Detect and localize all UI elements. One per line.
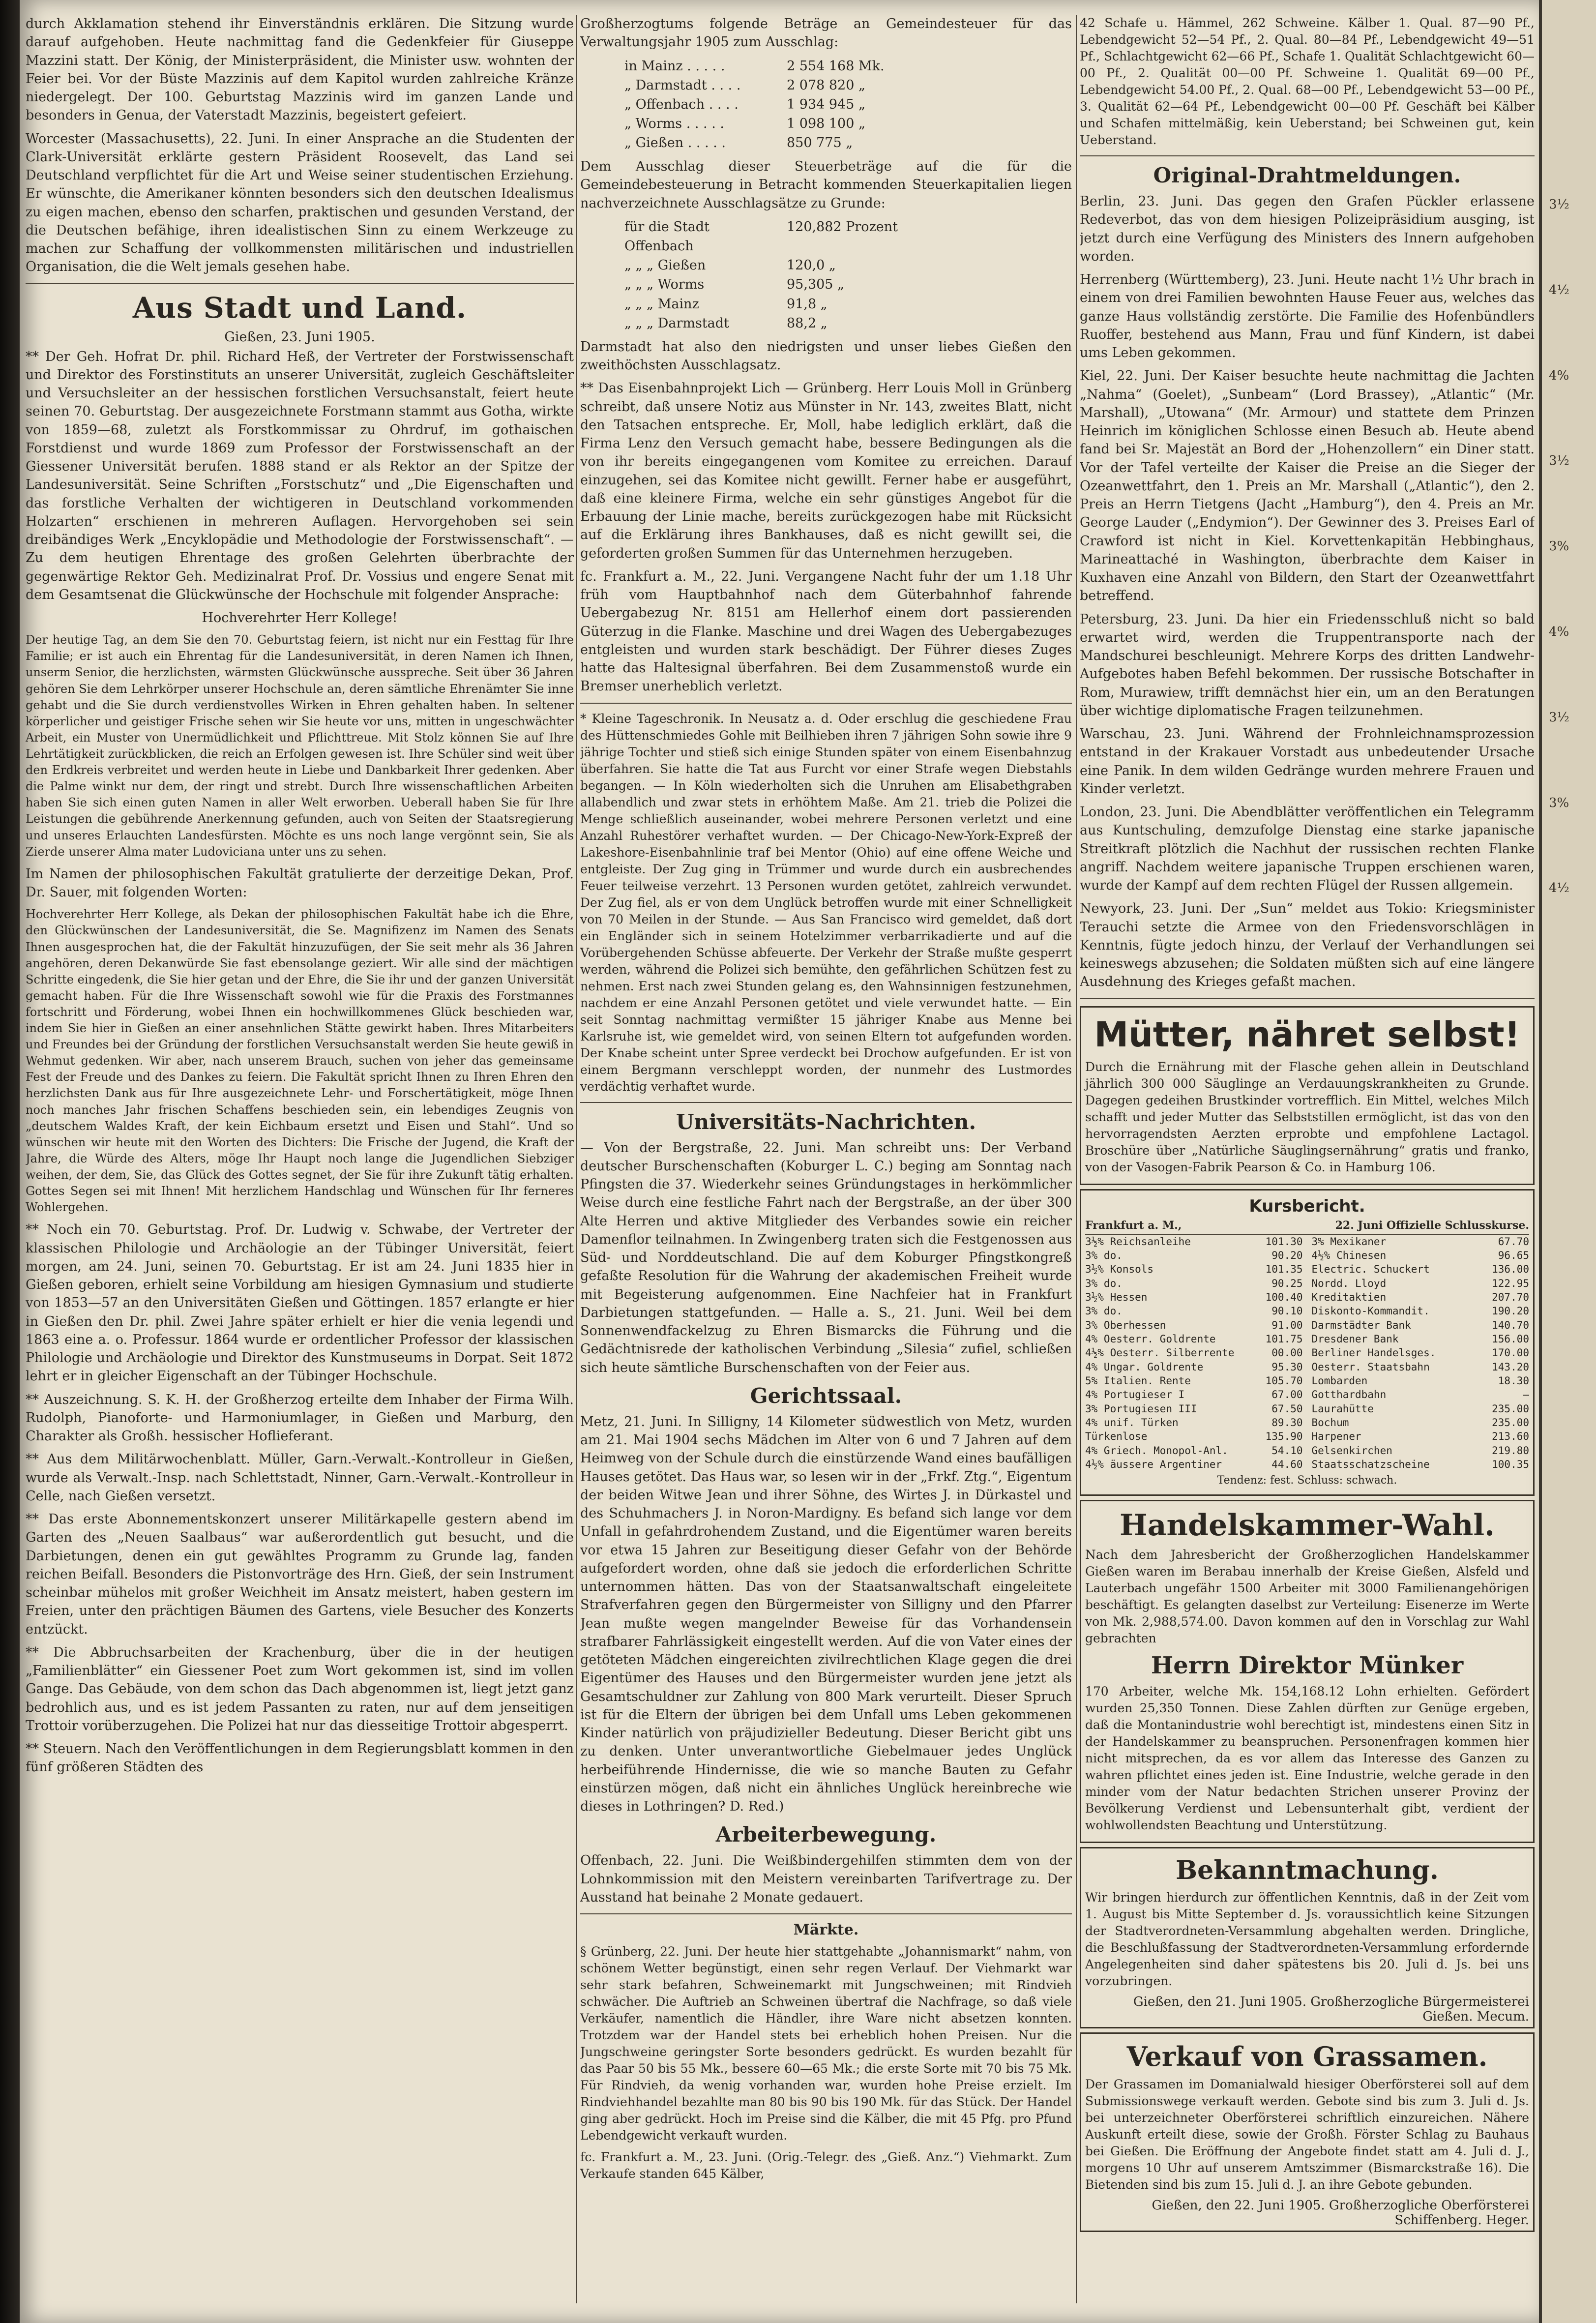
stock-name: 4% Oesterr. Goldrente — [1085, 1333, 1216, 1345]
row-value: 1 098 100 „ — [787, 116, 865, 131]
stock-report-place: Frankfurt a. M., — [1085, 1219, 1182, 1232]
stock-row — [1312, 1402, 1530, 1416]
stock-row — [1312, 1374, 1530, 1388]
margin-number: 3½ — [1549, 710, 1569, 725]
article-paragraph: Offenbach, 22. Juni. Die Weißbindergehilfen stimmten dem von der Lohnkommission mit den Meistern vereinbarten Tarifvertrage zu. Der Ausstand hat beinahe 2 Monate gedauert. — [580, 1853, 1072, 1905]
column-2 — [580, 15, 1072, 2303]
stock-table — [1085, 1235, 1529, 1472]
row-label: für die Stadt Offenbach — [624, 219, 709, 254]
stock-report — [1080, 1189, 1535, 1496]
margin-number: 4½ — [1549, 282, 1569, 298]
candidate-name: Herrn Direktor Münker — [1151, 1652, 1464, 1680]
table-row — [624, 114, 1072, 133]
article-paragraph: § Grünberg, 22. Juni. Der heute hier stattgehabte „Johannismarkt“ nahm, von schönem Wetter begünstigt, einen sehr regen Verlauf. Der Viehmarkt war sehr stark befahren, Schweinemarkt mit Jungschweinen; mit Rindvieh schwächer. Die Auftrieb an Schweinen übertraf die Nachfrage, so daß viele Verkäufer, namentlich die Händler, ihre Ware nicht absetzen konnten. Trotzdem war der Handel stets bei erheblich hohen Preisen. Nur die Jungschweine geringster Sorte besonders gedrückt. Es wurden bezahlt für das Paar 50 bis 55 Mk., bessere 60—65 Mk.; die erste Sorte mit 70 bis 75 Mk. Für Rindvieh, da wenig vorhanden war, wurden hohe Preise erzielt. Im Rindviehhandel bezahlte man 80 bis 90 bis 190 Mk. für das Stück. Der Handel ging aber gedrückt. Hoch im Preise sind die Kälber, die mit 45 Pfg. pro Pfund Lebendgewicht verkauft wurden. — [580, 1944, 1072, 2143]
stock-value: 207.70 — [1492, 1291, 1529, 1303]
stock-row — [1085, 1360, 1303, 1374]
row-label: „ „ „ Gießen — [624, 258, 706, 273]
stock-value: 89.30 — [1271, 1416, 1303, 1429]
stock-row — [1085, 1235, 1303, 1249]
article-paragraph: Metz, 21. Juni. In Silligny, 14 Kilometer südwestlich von Metz, wurden am 21. Mai 1904 sechs Mädchen im Alter von 6 und 7 Jahren auf dem Heimweg von der Schule durch die einstürzende Wand eines baufälligen Hauses getötet. Das Haus war, so lesen wir in der „Frkf. Ztg.“, Eigentum der beiden Witwe Jean und ihrer Söhne, des Wirtes J. in Dürkastel und des Schuhmachers J. in Noron-Mardigny. Es befand sich lange vor dem Unfall in gefahrdrohendem Zustand, und die Eigentümer waren bereits vor etwa 15 Jahren zur Beseitigung dieser Gefahr von der Behörde aufgefordert worden, ohne daß sie jedoch die erforderlichen Schritte unternommen hätten. Das von der Staatsanwaltschaft eingeleitete Strafverfahren gegen den Bürgermeister von Silligny und den Pfarrer Jean mußte wegen mangelnder Beweise für das Vorhandensein strafbarer Fahrlässigkeit eingestellt werden. Auf die von Vater eines der getöteten Mädchen eingereichten zivilrechtlichen Klage gegen die drei Eigentümer des Hauses und den Bürgermeister wurden jene jetzt als Gesamtschuldner zur Zahlung von 800 Mark verurteilt. Dieser Spruch ist für die Eltern der übrigen bei dem Unfall ums Leben gekommenen Kinder natürlich von präjudizieller Bedeutung. Dieser Bericht gibt uns zu denken. Unter unverantwortliche Giebelmauer jedes Unglück herbeiführende Hindernisse, die wie so manche Bauten zu Gefahr einstürzen mögen, daß nicht ein ähnliches Unglück hereinbreche wie dieses in Lothringen? D. Red.) — [580, 1414, 1072, 1815]
column-rule — [1076, 15, 1077, 2303]
stock-name: 4½% äussere Argentiner — [1085, 1459, 1222, 1470]
telegram-item: Warschau, 23. Juni. Während der Frohnleichnamsprozession entstand in der Krakauer Vorstadt aus unbedeutender Ursache eine Panik. In dem wilden Gedränge wurden mehrere Frauen und Kinder verletzt. — [1080, 726, 1535, 797]
margin-number: 3% — [1549, 795, 1569, 810]
row-value: 120,0 „ — [787, 258, 836, 273]
stock-row — [1312, 1388, 1530, 1401]
margin-number: 3½ — [1549, 453, 1569, 469]
stock-value: 105.70 — [1265, 1374, 1303, 1387]
stock-row — [1085, 1444, 1303, 1458]
article-paragraph: * Kleine Tageschronik. In Neusatz a. d. Oder erschlug die geschiedene Frau des Hüttenschmiedes Gohle mit Beilhieben ihren 7 jährigen Sohn sowie ihre 9 jährige Tochter und stieß sich einige Stunden später von einem Eisenbahnzug überfahren. Sie hatte die Tat aus Furcht vor einer Strafe wegen Diebstahls begangen. — In Köln wiederholten sich die Unruhen am Elisabethgraben allabendlich und zwar stets in erhöhtem Maße. Am 21. trieb die Polizei die Menge schließlich auseinander, wobei mehrere Personen verletzt und eine Anzahl Ruhestörer verhaftet wurden. — Der Chicago-New-York-Expreß der Lakeshore-Eisenbahnlinie traf bei Mentor (Ohio) auf eine offene Weiche und entgleiste. Der Zug ging in Trümmer und wurde durch ein ausbrechendes Feuer teilweise verzehrt. 13 Personen wurden getötet, zahlreich verwundet. Der Zug fiel, als er von dem Unglück betroffen wurde mit einer Schnelligkeit von 70 Meilen in der Stunde. — Aus San Francisco wird gemeldet, daß dort ein Engländer sich in seinem Hotelzimmer verbarrikadierte und auf die Vorübergehenden Schüsse abfeuerte. Der Verkehr der Straße mußte gesperrt werden, während die Polizei sich bemühte, den gefährlichen Schützen fest zu nehmen. Erst nach zwei Stunden gelang es, den Wahnsinnigen festzunehmen, nachdem er eine Anzahl Personen getötet und viele verwundet hatte. — Ein seit Sonntag nachmittag vermißter 15 jähriger Knabe aus Menne bei Karlsruhe ist, wie gemeldet wird, von seinen Eltern tot aufgefunden worden. Der Knabe scheint unter Spree verdeckt bei Drochow aufgefunden. Er ist von einem Bergmann verschleppt worden, der nunmehr des Lustmordes verdächtig verhaftet wurde. — [580, 711, 1072, 1094]
stock-row — [1085, 1249, 1303, 1262]
stock-row — [1085, 1430, 1303, 1443]
stock-name: Kreditaktien — [1311, 1291, 1387, 1303]
stock-value: 235.00 — [1492, 1402, 1529, 1415]
stock-value: 143.20 — [1492, 1361, 1529, 1373]
row-value: 88,2 „ — [787, 315, 828, 331]
notice-text: Wir bringen hierdurch zur öffentlichen Kenntnis, daß in der Zeit vom 1. August bis Mitte September d. Js. voraussichtlich keine Sitzungen der Stadtverordneten-Versammlung abgehalten werden. Dringliche, die Beschlußfassung der Stadtverordneten-Versammlung erfordernde Angelegenheiten sind daher spätestens bis 20. Juli d. Js. bei uns vorzubringen. — [1085, 1890, 1529, 1989]
table-row — [624, 76, 1072, 95]
row-value: 2 078 820 „ — [787, 77, 865, 93]
stock-tendency: Tendenz: fest. Schluss: schwach. — [1217, 1474, 1397, 1487]
stock-name: Harpener — [1311, 1430, 1361, 1443]
rate-table — [624, 217, 1072, 333]
telegram-item: London, 23. Juni. Die Abendblätter veröffentlichen ein Telegramm aus Kuntschuling, demzufolge Dienstag eine starke japanische Streitkraft plötzlich die Nachhut der russischen rechten Flanke angriff. Nachdem weitere japanische Truppen erschienen waren, wurde der Kampf auf dem rechten Flügel der Russen allgemein. — [1080, 804, 1535, 893]
section-heading: Arbeiterbewegung. — [715, 1822, 937, 1847]
stock-name: 4% unif. Türken — [1085, 1416, 1179, 1429]
stock-report-subheader — [1085, 1219, 1529, 1235]
row-label: „ „ „ Worms — [624, 277, 705, 293]
stock-name: Berliner Handelsges. — [1311, 1347, 1436, 1359]
stock-name: 3½% Konsols — [1085, 1263, 1154, 1276]
article-paragraph: ** Aus dem Militärwochenblatt. Müller, Garn.-Verwalt.-Kontrolleur in Gießen, wurde als Verwalt.-Insp. nach Schlettstadt, Ninner, Garn.-Verwalt.-Kontrolleur in Celle, nach Gießen versetzt. — [26, 1452, 574, 1504]
divider — [26, 283, 574, 284]
margin-number: 4% — [1549, 624, 1569, 639]
stock-name: 3½% Hessen — [1085, 1291, 1148, 1303]
stock-value: 90.10 — [1271, 1305, 1303, 1317]
stock-name: 3% Portugiesen III — [1085, 1402, 1197, 1415]
column-rule — [576, 15, 577, 2303]
stock-column-right — [1312, 1235, 1530, 1472]
stock-row — [1085, 1402, 1303, 1416]
stock-column-left — [1085, 1235, 1303, 1472]
stock-name: Darmstädter Bank — [1311, 1319, 1411, 1331]
stock-name: Türkenlose — [1085, 1430, 1148, 1443]
section-heading: Universitäts-Nachrichten. — [676, 1109, 976, 1134]
notice-signature: Gießen, den 21. Juni 1905. Großherzogliche Bürgermeisterei Gießen. Mecum. — [1133, 1995, 1529, 2025]
stock-value: 18.30 — [1498, 1374, 1529, 1387]
ad-text: Durch die Ernährung mit der Flasche gehen allein in Deutschland jährlich 300 000 Säuglinge an Verdauungskrankheiten zu Grunde. Dagegen gedeihen Brustkinder vortrefflich. Ein Mittel, welches Milch schafft und jeder Mutter das Selbststillen ermöglicht, ist das von den hervorragendsten Aerzten erprobte und empfohlene Lactagol. Broschüre über „Natürliche Säuglingsernährung“ gratis und franko, von der Vasogen-Fabrik Pearson & Co. in Hamburg 106. — [1085, 1059, 1529, 1174]
divider — [1080, 155, 1535, 156]
stock-value: 100.35 — [1492, 1459, 1529, 1470]
stock-value: 95.30 — [1271, 1361, 1303, 1373]
section-heading: Aus Stadt und Land. — [132, 291, 467, 325]
article-paragraph: Dem Ausschlag dieser Steuerbeträge auf die für die Gemeindebesteuerung in Betracht kommenden Steuerkapitalien liegen nachverzeichnete Ausschlagsätze zu Grunde: — [580, 159, 1072, 211]
stock-value: 170.00 — [1492, 1347, 1529, 1359]
stock-value: 90.20 — [1271, 1249, 1303, 1261]
stock-value: 67.70 — [1498, 1235, 1529, 1248]
stock-name: Laurahütte — [1311, 1402, 1374, 1415]
table-row — [624, 314, 1072, 333]
stock-value: 156.00 — [1492, 1333, 1529, 1345]
row-value: 2 554 168 Mk. — [787, 58, 885, 74]
table-row — [624, 57, 1072, 76]
stock-name: Oesterr. Staatsbahn — [1311, 1361, 1430, 1373]
stock-name: 4½% Chinesen — [1311, 1249, 1387, 1261]
stock-name: 3% do. — [1085, 1305, 1123, 1317]
table-row — [624, 295, 1072, 314]
margin-number: 3% — [1549, 539, 1569, 554]
stock-name: Electric. Schuckert — [1311, 1263, 1430, 1276]
stock-value: 44.60 — [1271, 1459, 1303, 1470]
stock-row — [1312, 1235, 1530, 1249]
stock-row — [1312, 1332, 1530, 1346]
row-label: „ Worms . . . . . — [624, 116, 724, 131]
row-value: 120,882 Prozent — [787, 219, 898, 235]
ad-text: 170 Arbeiter, welche Mk. 154,168.12 Lohn erhielten. Gefördert wurden 25,350 Tonnen. Diese Zahlen dürften zur Genüge ergeben, daß die Montanindustrie wohl berechtigt ist, mindestens einen Sitz in der Handelskammer zu beanspruchen. Personenfragen kommen hier nicht mitsprechen, da es vor allem das Interesse des Ganzen zu wahren pflichtet eines jeden ist. Eine Industrie, welche gerade in den minder vom der Natur bedachten Strichen unserer Provinz der Bevölkerung Verdienst und Lebensunterhalt gibt, verdient der wohlwollendsten Beachtung und Unterstützung. — [1085, 1684, 1529, 1833]
stock-name: Staatsschatzscheine — [1311, 1459, 1430, 1470]
stock-row — [1085, 1262, 1303, 1276]
stock-row — [1312, 1277, 1530, 1290]
adjacent-page-numbers — [1549, 197, 1593, 966]
divider — [580, 1913, 1072, 1914]
stock-value: 190.20 — [1492, 1305, 1529, 1317]
stock-row — [1085, 1332, 1303, 1346]
article-body — [26, 348, 574, 1777]
stock-value: 54.10 — [1271, 1444, 1303, 1457]
telegram-list — [1080, 192, 1535, 991]
stock-row — [1085, 1304, 1303, 1318]
section-heading: Original-Drahtmeldungen. — [1153, 163, 1461, 187]
telegram-item: Berlin, 23. Juni. Das gegen den Grafen Pückler erlassene Redeverbot, das von dem hiesigen Polizeipräsidium ausging, ist jetzt durch eine Verfügung des Ministers des Innern aufgehoben worden. — [1080, 194, 1535, 264]
stock-value: 00.00 — [1271, 1347, 1303, 1359]
divider — [580, 703, 1072, 704]
tax-table — [624, 57, 1072, 153]
section-heading: Gerichtssaal. — [750, 1383, 902, 1408]
stock-value: 67.50 — [1271, 1402, 1303, 1415]
article-paragraph: — Von der Bergstraße, 22. Juni. Man schreibt uns: Der Verband deutscher Burschenschaften (Koburger L. C.) beging am Sonntag nach Pfingsten die 37. Wiederkehr seines Gründungstages in herkömmlicher Weise durch eine festliche Fahrt nach der Bergstraße, an der über 300 Alte Herren und aktive Mitglieder des Verbandes sowie ein reicher Damenflor teilnahmen. In Zwingenberg traten sich die Festgenossen aus Süd- und Norddeutschland. Die auf dem Koburger Pfingstkongreß gefaßte Resolution für die Wahrung der akademischen Freiheit wurde mit Begeisterung aufgenommen. Eine Nachfeier hat in Frankfurt Darbietungen stattgefunden. — Halle a. S., 21. Juni. Weil bei dem Sonnenwendfackelzug zu Ehren Bismarcks die Führung und die Gedächtnisrede der katholischen Verbindung „Silesia“ zufiel, schließen sich heute sämtliche Burschenschaften von der Feier aus. — [580, 1140, 1072, 1375]
row-label: in Mainz . . . . . — [624, 58, 725, 74]
row-label: „ Darmstadt . . . . — [624, 77, 741, 93]
ad-title: Handelskammer-Wahl. — [1119, 1508, 1495, 1543]
stock-name: 4% Ungar. Goldrente — [1085, 1361, 1204, 1373]
article-paragraph: fc. Frankfurt a. M., 23. Juni. (Orig.-Telegr. des „Gieß. Anz.“) Viehmarkt. Zum Verkaufe standen 645 Kälber, — [580, 2150, 1072, 2181]
divider — [1080, 998, 1535, 999]
stock-row — [1312, 1318, 1530, 1332]
divider — [580, 1102, 1072, 1103]
stock-row — [1085, 1346, 1303, 1360]
stock-row — [1312, 1430, 1530, 1443]
stock-row — [1312, 1262, 1530, 1276]
stock-name: 3% do. — [1085, 1277, 1123, 1289]
article-paragraph: fc. Frankfurt a. M., 22. Juni. Vergangene Nacht fuhr der um 1.18 Uhr früh vom Hauptbahnhof nach dem Güterbahnhof fahrende Uebergabezug Nr. 8151 am Hellerhof einem dort passierenden Güterzug in die Flanke. Maschine und drei Wagen des Uebergabezuges entgleisten und wurden stark beschädigt. Der Führer dieses Zuges hatte das Haltesignal überfahren. Bei dem Zusammenstoß wurde ein Bremser unerheblich verletzt. — [580, 568, 1072, 694]
stock-name: Gelsenkirchen — [1311, 1444, 1392, 1457]
stock-row — [1085, 1318, 1303, 1332]
stock-row — [1312, 1458, 1530, 1471]
row-value: 91,8 „ — [787, 296, 828, 312]
telegram-item: Petersburg, 23. Juni. Da hier ein Friedensschluß nicht so bald erwartet wird, werden die Truppentransporte nach der Mandschurei beschleunigt. Mehrere Korps des dritten Landwehr-Aufgebotes haben Befehl bekommen. Der russische Botschafter in Rom, Murawiew, trifft demnächst hier ein, um an den Beratungen über wichtige diplomatische Fragen teilzunehmen. — [1080, 611, 1535, 718]
column-3 — [1080, 15, 1535, 2303]
advertisement-handelskammer — [1080, 1500, 1535, 1843]
stock-report-title: Kursbericht. — [1249, 1196, 1365, 1216]
row-label: „ „ „ Mainz — [624, 296, 699, 312]
article-paragraph: Großherzogtums folgende Beträge an Gemeindesteuer für das Verwaltungsjahr 1905 zum Ausschlag: — [580, 16, 1072, 50]
article-paragraph: Darmstadt hat also den niedrigsten und unser liebes Gießen den zweithöchsten Ausschlagsatz. — [580, 339, 1072, 373]
stock-name: 3% Oberhessen — [1085, 1319, 1166, 1331]
table-row — [624, 95, 1072, 114]
column-1 — [26, 15, 574, 2303]
article-paragraph: Im Namen der philosophischen Fakultät gratulierte der derzeitige Dekan, Prof. Dr. Sauer, mit folgenden Worten: — [26, 866, 574, 900]
stock-value: 101.75 — [1265, 1333, 1303, 1345]
stock-name: 3% do. — [1085, 1249, 1123, 1261]
stock-value: 101.35 — [1265, 1263, 1303, 1276]
stock-name: Nordd. Lloyd — [1311, 1277, 1387, 1289]
row-label: „ „ „ Darmstadt — [624, 315, 729, 331]
stock-value: 101.30 — [1265, 1235, 1303, 1248]
ad-title: Mütter, nähret selbst! — [1094, 1014, 1520, 1055]
stock-row — [1312, 1346, 1530, 1360]
stock-row — [1085, 1388, 1303, 1401]
stock-value: 96.65 — [1498, 1249, 1529, 1261]
stock-row — [1312, 1416, 1530, 1430]
article-paragraph: ** Der Geh. Hofrat Dr. phil. Richard Heß, der Vertreter der Forstwissenschaft und Direktor des Forstinstituts an unserer Universität, zugleich Geschäftsleiter und Versuchsleiter an der hessischen forstlichen Versuchsanstalt, feiert heute seinen 70. Geburtstag. Der ausgezeichnete Forstmann stammt aus Gotha, wirkte von 1859—68, zuletzt als Forstkommissar zu Ohrdruf, im gothaischen Forstdienst und wurde 1869 zum Professor der Forstwissenschaft an der Giessener Universität berufen. 1888 stand er als Rektor an der Spitze der Landesuniversität. Seine Schriften „Forstschutz“ und „Die Eigenschaften und das forstliche Verhalten der wichtigeren in Deutschland vorkommenden Holzarten“ erschienen in mehreren Auflagen. Hervorgehoben sei sein dreibändiges Werk „Encyklopädie und Methodologie der Forstwissenschaft“. — Zu dem heutigen Ehrentage des großen Gelehrten überbrachte der gegenwärtige Rektor Geh. Medizinalrat Prof. Dr. Vossius und engere Senat mit dem Gesamtsenat die Glückwünsche der Hochschule mit folgender Ansprache: — [26, 349, 574, 602]
row-label: „ Offenbach . . . . — [624, 96, 739, 112]
stock-name: Gotthardbahn — [1311, 1389, 1387, 1401]
stock-name: Dresdener Bank — [1311, 1333, 1399, 1345]
table-row — [624, 256, 1072, 275]
article-paragraph: ** Noch ein 70. Geburtstag. Prof. Dr. Ludwig v. Schwabe, der Vertreter der klassischen Philologie und Archäologie an der Tübinger Universität, feiert morgen, am 24. Juni, seinen 70. Geburtstag. Er ist am 24. Juni 1835 hier in Gießen geboren, erhielt seine Vorbildung am hiesigen Gymnasium und studierte von 1853—57 an den Universitäten Gießen und Göttingen. 1857 erlangte er hier in Gießen den Dr. phil. Zwei Jahre später erhielt er hier die venia legendi und 1863 eine a. o. Professur. 1864 wurde er ordentlicher Professor der klassischen Philologie und Archäologie und Direktor des Kunstmuseums in Dorpat. Seit 1872 lehrt er in gleicher Eigenschaft an der Tübinger Hochschule. — [26, 1222, 574, 1384]
stock-name: 4% Griech. Monopol-Anl. — [1085, 1444, 1228, 1457]
article-paragraph: Hochverehrter Herr Kollege! — [202, 610, 398, 625]
article-paragraph: ** Die Abbruchsarbeiten der Krachenburg, über die in der heutigen „Familienblätter“ ein Giessener Poet zum Wort gekommen ist, sind im vollen Gange. Das Gebäude, von dem schon das Dach abgenommen ist, liegt jetzt ganz bedrohlich aus, und es ist jedem Passanten zu raten, nur auf dem jenseitigen Trottoir vorüberzugehen. Die Polizei hat nur das diesseitige Trottoir abgesperrt. — [26, 1644, 574, 1733]
stock-value: 213.60 — [1492, 1430, 1529, 1443]
article-paragraph: ** Das erste Abonnementskonzert unserer Militärkapelle gestern abend im Garten des „Neuen Saalbaus“ war außerordentlich gut besucht, und die Darbietungen, denen ein gut gewähltes Programm zu Grunde lag, fanden reichen Beifall. Besonders die Pistonvorträge des Hrn. Gieß, der sein Instrument scheinbar mühelos mit großer Weichheit im Ansatz meistert, haben gestern im Freien, unter den prächtigen Bäumen des Gartens, viele Besucher des Konzerts entzückt. — [26, 1512, 574, 1637]
stock-row — [1085, 1416, 1303, 1430]
margin-number: 4½ — [1549, 881, 1569, 896]
stock-name: 3% Mexikaner — [1311, 1235, 1387, 1248]
stock-name: Lombarden — [1311, 1374, 1368, 1387]
book-binding — [0, 0, 20, 2323]
row-value: 95,305 „ — [787, 277, 845, 293]
stock-value: 140.70 — [1492, 1319, 1529, 1331]
telegram-item: Herrenberg (Württemberg), 23. Juni. Heute nacht 1½ Uhr brach in einem von drei Familien bewohnten Hause Feuer aus, welches das ganze Haus vollständig zerstörte. Die Familie des Hofenbündlers Ruoffer, bestehend aus Mann, Frau und fünf Kindern, ist dabei ums Leben gekommen. — [1080, 272, 1535, 360]
stock-value: 136.00 — [1492, 1263, 1529, 1276]
ad-text: Nach dem Jahresbericht der Großherzoglichen Handelskammer Gießen waren im Berabau innerhalb der Kreise Gießen, Alsfeld und Lauterbach ungefähr 1500 Arbeiter mit 3000 Familienangehörigen beschäftigt. Es gelangten daselbst zur Verteilung: Eisenerze im Werte von Mk. 2,988,574.00. Davon kommen auf den in Vorschlag zur Wahl gebrachten — [1085, 1548, 1529, 1646]
notice-title: Bekanntmachung. — [1176, 1855, 1439, 1886]
article-paragraph: Der heutige Tag, an dem Sie den 70. Geburtstag feiern, ist nicht nur ein Festtag für Ihre Familie; er ist auch ein Ehrentag für die Landesuniversität, in deren Namen ich Ihnen, unserm Senior, die herzlichsten, wärmsten Glückwünsche ausspreche. Seit über 36 Jahren gehören Sie dem Lehrkörper unserer Hochschule an, deren sämtliche Ehrenämter Sie inne gehabt und die Sie durch verdienstvolles Wirken in Ehren gehalten haben. In seltener körperlicher und geistiger Frische sehen wir Sie heute vor uns, mitten in ungeschwächter Arbeit, ein Muster von Unermüdlichkeit und Pflichttreue. Mit Stolz können Sie auf Ihre Lehrtätigkeit zurückblicken, die reich an Erfolgen gewesen ist. Ihre Schüler sind weit über den Erdkreis verbreitet und werden heute in Liebe und Dankbarkeit Ihrer gedenken. Aber die Palme winkt nur dem, der ringt und strebt. Durch Ihre wissenschaftlichen Arbeiten haben Sie sich einen guten Namen in aller Welt erworben. Ueberall haben Sie für Ihre Leistungen die gebührende Anerkennung gefunden, auch von Seiten der Staatsregierung und unseres Erlauchten Landesfürsten. Möchte es uns noch lange vergönnt sein, Sie als Zierde unserer Alma mater Ludoviciana unter uns zu sehen. — [26, 633, 574, 859]
article-paragraph: ** Auszeichnung. S. K. H. der Großherzog erteilte dem Inhaber der Firma Wilh. Rudolph, Pianoforte- und Harmoniumlager, in Gießen und Marburg, den Charakter als Großh. hessischer Hoflieferant. — [26, 1392, 574, 1444]
table-row — [624, 217, 1072, 256]
stock-row — [1085, 1290, 1303, 1304]
advertisement-muetter — [1080, 1006, 1535, 1185]
stock-value: 122.95 — [1492, 1277, 1529, 1289]
stock-name: Diskonto-Kommandit. — [1311, 1305, 1430, 1317]
telegram-item: Kiel, 22. Juni. Der Kaiser besuchte heute nachmittag die Jachten „Nahma“ (Goelet), „Sunbeam“ (Lord Brassey), „Atlantic“ (Mr. Marshall), „Utowana“ (Mr. Armour) und stattete dem Prinzen Heinrich im königlichen Schlosse einen Besuch ab. Heute abend fand bei Sr. Majestät an Bord der „Hohenzollern“ ein Diner statt. Vor der Tafel verteilte der Kaiser die Preise an die Sieger der Ozeanwettfahrt, den 1. Preis an Mr. Marshall („Atlantic“), den 2. Preis an Herrn Tietgens (Jacht „Hamburg“), den 4. Preis an Mr. George Lauder („Endymion“). Der Gewinner des 3. Preises Earl of Crawford ist nicht in Kiel. Korvettenkapitän Hebbinghaus, Marineattaché in Washington, überbrachte dem Kaiser in Kuxhaven eine Anzahl von Bildern, den Start der Ozeanwettfahrt betreffend. — [1080, 368, 1535, 604]
row-value: 1 934 945 „ — [787, 96, 865, 112]
article-paragraph: durch Akklamation stehend ihr Einverständnis erklären. Die Sitzung wurde darauf aufgehoben. Heute nachmittag fand die Gedenkfeier für Giuseppe Mazzini statt. Der König, der Ministerpräsident, die Minister usw. wohnten der Feier bei. Vor der Büste Mazzinis auf dem Kapitol wurden zahlreiche Kränze niedergelegt. Der 100. Geburtstag Mazzinis wird im ganzen Lande und besonders in Genua, der Vaterstadt Mazzinis, begeistert gefeiert. — [26, 16, 574, 123]
stock-row — [1085, 1277, 1303, 1290]
stock-row — [1312, 1249, 1530, 1262]
article-paragraph: Hochverehrter Herr Kollege, als Dekan der philosophischen Fakultät habe ich die Ehre, den Glückwünschen der Landesuniversität, die Se. Magnifizenz im Namen des Senats Ihnen ausgesprochen hat, die der Fakultät hinzuzufügen, der Sie seit mehr als 36 Jahren angehören, deren Dekanwürde Sie fast ebensolange geziert. Wir alle sind der mächtigen Schritte eingedenk, die Sie hier getan und der Ehre, die Sie ihr und der ganzen Universität gemacht haben. Für die Ihre Wissenschaft sowohl wie für die Praxis des Forstmannes fortschritt und Förderung, wobei Ihnen ein hochwillkommenes Glück beschieden war, indem Sie hier in Gießen an einer ansehnlichen Stätte gewirkt haben. Ihres Mitarbeiters und Freundes bei der Gründung der forstlichen Versuchsanstalt werden Sie heute gewiß in Wehmut gedenken. Wir aber, nach unserem Brauch, suchen von jeher das gemeinsame Fest der Freude und des Dankes zu feiern. Die Fakultät spricht Ihnen zu Ihren Ehren den herzlichsten Dank aus für Ihre ausgezeichnete Lehr- und Forschertätigkeit, möge Ihnen noch manches Jahr frischen Schaffens beschieden sein, ein lebendiges Zeugnis von „deutschem Waldes Kraft, der kein Eichbaum ersetzt und Eisen und Stahl“. Und so wünschen wir heute mit den Worten des Dichters: Die Frische der Jugend, die Kraft der Jahre, die Würde des Alters, möge Ihr Haupt noch lange die Jugendlichen Siebziger weihen, der dem, Sie, das Glück des Gottes segnet, der Sie für ihre Zukunft tätig erhalten. Gottes Segen sei mit Ihnen! Mit herzlichem Handschlag und Wünschen für Ihr ferneres Wohlergehen. — [26, 907, 574, 1215]
stock-row — [1312, 1360, 1530, 1374]
dateline: Gießen, 23. Juni 1905. — [224, 329, 375, 345]
article-paragraph: ** Steuern. Nach den Veröffentlichungen in dem Regierungsblatt kommen in den fünf größeren Städten des — [26, 1741, 574, 1775]
stock-row — [1312, 1290, 1530, 1304]
stock-value: 90.25 — [1271, 1277, 1303, 1289]
stock-name: 4½% Oesterr. Silberrente — [1085, 1347, 1235, 1359]
stock-value: 135.90 — [1265, 1430, 1303, 1443]
stock-value: 100.40 — [1265, 1291, 1303, 1303]
stock-value: — — [1523, 1389, 1529, 1401]
notice-signature: Gießen, den 22. Juni 1905. Großherzogliche Oberförsterei Schiffenberg. Heger. — [1152, 2198, 1529, 2228]
article-paragraph: Worcester (Massachusetts), 22. Juni. In einer Ansprache an die Studenten der Clark-Universität erklärte gestern Präsident Roosevelt, das Land sei Deutschland verpflichtet für die Art und Weise seiner studentischen Erziehung. Er wünschte, die Amerikaner könnten besonders sich den deutschen Idealismus zu eigen machen, ebenso den scharfen, praktischen und gesunden Verstand, der die Deutschen befähige, ihren idealistischen Sinn zu einem Werkzeuge zu machen zur Schaffung der vollkommensten militärischen und industriellen Organisation, die die Welt jemals gesehen habe. — [26, 131, 574, 275]
notice-bekanntmachung — [1080, 1847, 1535, 2028]
notice-title: Verkauf von Grassamen. — [1126, 2041, 1488, 2073]
row-value: 850 775 „ — [787, 135, 853, 151]
margin-number: 3½ — [1549, 197, 1569, 212]
stock-name: 4% Portugieser I — [1085, 1389, 1185, 1401]
table-row — [624, 275, 1072, 294]
stock-row — [1312, 1304, 1530, 1318]
article-paragraph: 42 Schafe u. Hämmel, 262 Schweine. Kälber 1. Qual. 87—90 Pf., Lebendgewicht 52—54 Pf., 2. Qual. 80—84 Pf., Lebendgewicht 49—51 Pf., Schlachtgewicht 62—66 Pf., Schafe 1. Qualität Schlachtgewicht 60—00 Pf., 2. Qualität 00—00 Pf. Schweine 1. Qualität 69—00 Pf., Lebendgewicht 54.00 Pf., 2. Qual. 68—00 Pf., Lebendgewicht 53—00 Pf., 3. Qualität 62—64 Pf., Lebendgewicht 00—00 Pf. Geschäft bei Kälber und Schafen mittelmäßig, kein Ueberstand; bei Schweinen gut, kein Ueberstand. — [1080, 16, 1535, 147]
stock-row — [1085, 1458, 1303, 1471]
article-paragraph: ** Das Eisenbahnprojekt Lich — Grünberg. Herr Louis Moll in Grünberg schreibt, daß unsere Notiz aus Münster in Nr. 143, zweites Blatt, nicht den Tatsachen entspreche. Er, Moll, habe lediglich erklärt, daß die Firma Lenz den Versuch gemacht habe, bessere Bedingungen als die von ihr bereits eingegangenen vom Komitee zu erreichen. Darauf einzugehen, sei das Komitee nicht gewillt. Ferner habe er ausgeführt, daß eine kleinere Firma, welche ein sehr günstiges Angebot für die Erbauung der Linie mache, bereits zurückgezogen habe mit Rücksicht auf die Erklärung ihres Bankhauses, daß es nicht gewillt sei, die geforderten großen Summen für das Unternehmen herzugeben. — [580, 381, 1072, 561]
row-label: „ Gießen . . . . . — [624, 135, 726, 151]
margin-number: 4% — [1549, 368, 1569, 383]
stock-name: Bochum — [1311, 1416, 1349, 1429]
table-row — [624, 133, 1072, 152]
notice-grassamen — [1080, 2032, 1535, 2232]
stock-value: 235.00 — [1492, 1416, 1529, 1429]
stock-name: 3½% Reichsanleihe — [1085, 1235, 1191, 1248]
stock-value: 67.00 — [1271, 1389, 1303, 1401]
stock-row — [1312, 1444, 1530, 1458]
notice-text: Der Grassamen im Domanialwald hiesiger Oberförsterei soll auf dem Submissionswege verkauft werden. Gebote sind bis zum 3. Juli d. Js. bei unterzeichneter Oberförsterei schriftlich einzureichen. Nähere Auskunft erteilt diese, sowie der Großh. Förster Schlag zu Bauhaus bei Gießen. Die Eröffnung der Angebote findet statt am 4. Juli d. J., morgens 10 Uhr auf unserem Amtszimmer (Bismarckstraße 16). Die Bietenden sind bis zum 15. Juli d. J. an ihre Gebote gebunden. — [1085, 2077, 1529, 2192]
stock-value: 219.80 — [1492, 1444, 1529, 1457]
stock-row — [1085, 1374, 1303, 1388]
stock-value: 91.00 — [1271, 1319, 1303, 1331]
stock-report-date: 22. Juni Offizielle Schlusskurse. — [1335, 1219, 1529, 1232]
telegram-item: Newyork, 23. Juni. Der „Sun“ meldet aus Tokio: Kriegsminister Terauchi setzte die Armee von den Friedensvorschlägen in Kenntnis, fügte jedoch hinzu, der Verlauf der Verhandlungen sei keineswegs abzusehen; die Soldaten müßten sich auf eine längere Ausdehnung des Krieges gefaßt machen. — [1080, 901, 1535, 990]
section-heading: Märkte. — [793, 1921, 859, 1939]
stock-name: 5% Italien. Rente — [1085, 1374, 1191, 1387]
